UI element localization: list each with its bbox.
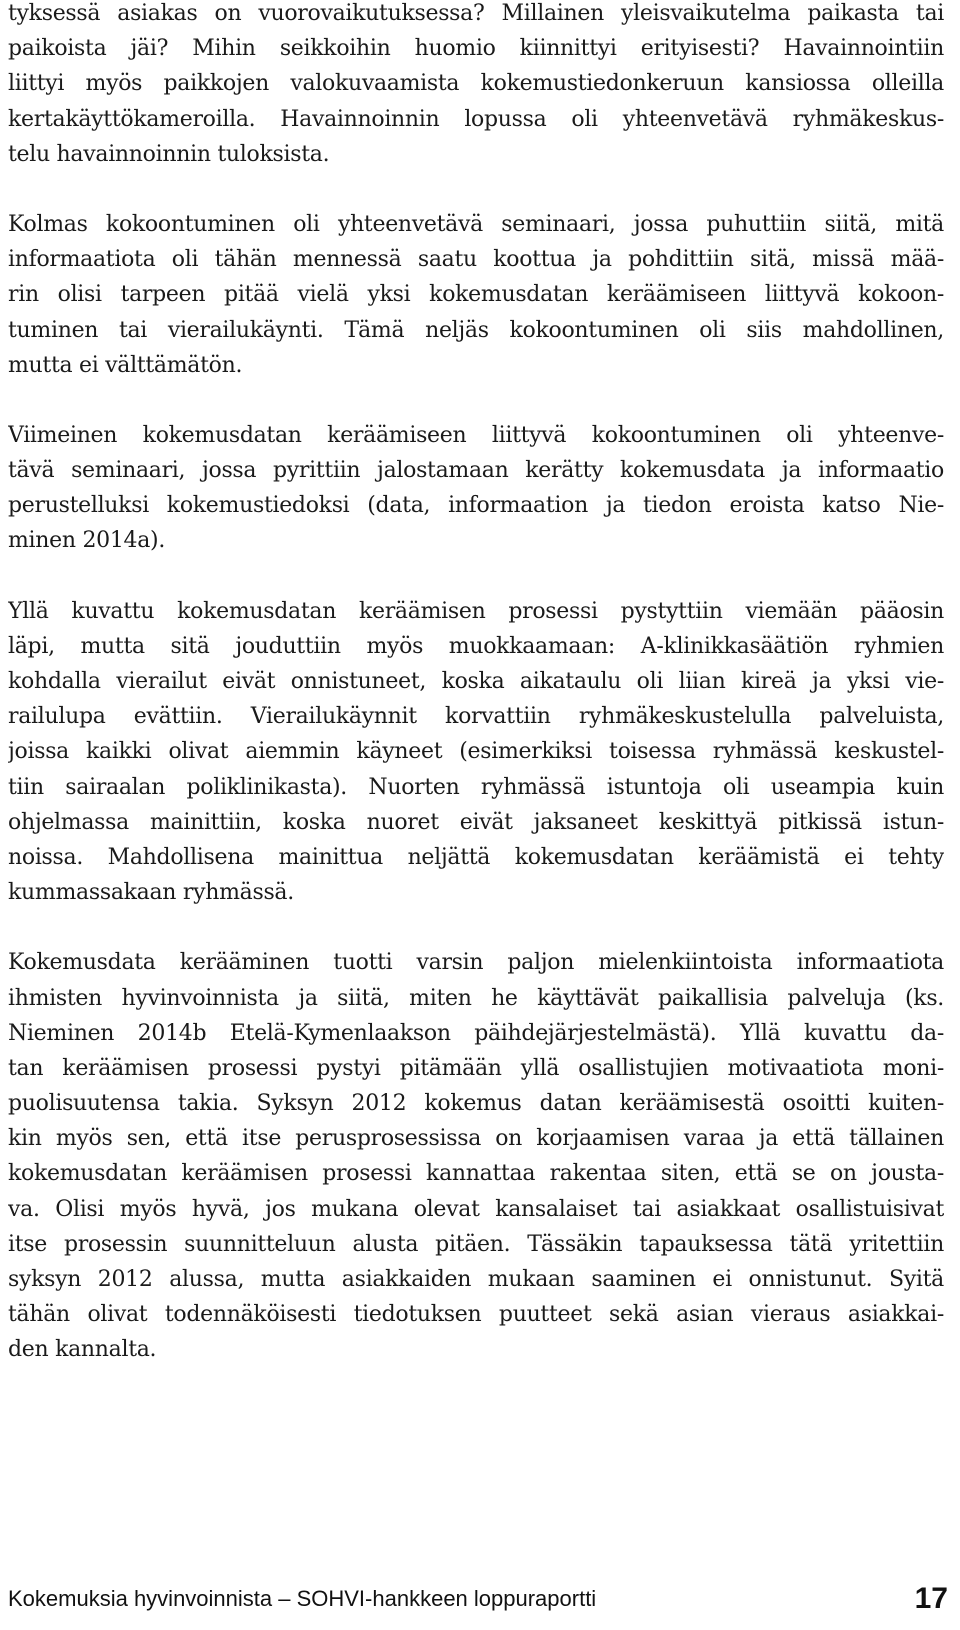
text-line: liittyi myös paikkojen valokuvaamista kokemustiedonkeruun kansiossa olleilla <box>8 71 944 97</box>
text-line: tähän olivat todennäköisesti tiedotuksen puutteet sekä asian vieraus asiakkai- <box>8 1302 944 1328</box>
text-line: mutta ei välttämätön. <box>8 352 243 378</box>
paragraph <box>8 0 944 172</box>
text-line: perustelluksi kokemustiedoksi (data, informaation ja tiedon eroista katso Nie- <box>8 493 944 519</box>
text-line: kokemusdatan keräämisen prosessi kannattaa rakentaa siten, että se on jousta- <box>8 1161 944 1187</box>
report-title: Kokemuksia hyvinvoinnista – SOHVI-hankkeen loppuraportti <box>8 1586 597 1611</box>
text-line: tyksessä asiakas on vuorovaikutuksessa? Millainen yleisvaikutelma paikasta tai <box>8 1 944 26</box>
text-line: tävä seminaari, jossa pyrittiin jalostamaan kerätty kokemusdata ja informaatio <box>8 458 944 484</box>
text-line: ohjelmassa mainittiin, koska nuoret eivät jaksaneet keskittyä pitkissä istun- <box>8 809 944 835</box>
text-line: läpi, mutta sitä jouduttiin myös muokkaamaan: A-klinikkasäätiön ryhmien <box>8 633 944 659</box>
page-footer <box>8 1582 948 1616</box>
text-line: Nieminen 2014b Etelä-Kymenlaakson päihdejärjestelmästä). Yllä kuvattu da- <box>8 1020 944 1046</box>
text-line: ihmisten hyvinvoinnista ja siitä, miten he käyttävät paikallisia palveluja (ks. <box>8 985 944 1011</box>
text-line: tan keräämisen prosessi pystyi pitämään yllä osallistujien motivaatiota moni- <box>8 1055 944 1081</box>
text-line: va. Olisi myös hyvä, jos mukana olevat kansalaiset tai asiakkaat osallistuisivat <box>8 1196 944 1222</box>
text-line: tiin sairaalan poliklinikasta). Nuorten ryhmässä istuntoja oli useampia kuin <box>8 774 944 800</box>
paragraph <box>8 594 944 911</box>
document-body <box>8 0 944 1403</box>
text-line: joissa kaikki olivat aiemmin käyneet (esimerkiksi toisessa ryhmässä keskustel- <box>8 739 944 765</box>
text-line: Kokemusdata kerääminen tuotti varsin paljon mielenkiintoista informaatiota <box>8 950 944 976</box>
text-line: minen 2014a). <box>8 528 166 554</box>
text-line: den kannalta. <box>8 1337 157 1363</box>
text-line: railulupa evättiin. Vierailukäynnit korvattiin ryhmäkeskustelulla palveluista, <box>8 704 944 730</box>
text-line: rin olisi tarpeen pitää vielä yksi kokemusdatan keräämiseen liittyvä kokoon- <box>8 282 944 308</box>
text-line: informaatiota oli tähän mennessä saatu koottua ja pohdittiin sitä, missä mää- <box>8 247 944 273</box>
text-line: puolisuutensa takia. Syksyn 2012 kokemus datan keräämisestä osoitti kuiten- <box>8 1091 944 1117</box>
text-line: syksyn 2012 alussa, mutta asiakkaiden mukaan saaminen ei onnistunut. Syitä <box>8 1267 944 1292</box>
text-line: kertakäyttökameroilla. Havainnoinnin lopussa oli yhteenvetävä ryhmäkeskus- <box>8 106 944 132</box>
paragraph <box>8 945 944 1367</box>
text-line: Viimeinen kokemusdatan keräämiseen liittyvä kokoontuminen oli yhteenve- <box>8 422 944 448</box>
text-line: telu havainnoinnin tuloksista. <box>8 141 330 167</box>
text-line: paikoista jäi? Mihin seikkoihin huomio kiinnittyi erityisesti? Havainnointiin <box>8 36 944 62</box>
text-line: tuminen tai vierailukäynti. Tämä neljäs kokoontuminen oli siis mahdollinen, <box>8 317 944 343</box>
paragraph <box>8 418 944 559</box>
page-number: 17 <box>914 1582 948 1615</box>
paragraph <box>8 207 944 383</box>
text-line: Kolmas kokoontuminen oli yhteenvetävä seminaari, jossa puhuttiin siitä, mitä <box>8 211 944 237</box>
text-line: kummassakaan ryhmässä. <box>8 880 294 906</box>
text-line: Yllä kuvattu kokemusdatan keräämisen prosessi pystyttiin viemään pääosin <box>8 598 944 624</box>
text-line: itse prosessin suunnitteluun alusta pitäen. Tässäkin tapauksessa tätä yritettiin <box>8 1231 944 1257</box>
text-line: kin myös sen, että itse perusprosessissa on korjaamisen varaa ja että tällainen <box>8 1126 944 1152</box>
text-line: kohdalla vierailut eivät onnistuneet, koska aikataulu oli liian kireä ja yksi vie- <box>8 669 944 694</box>
text-line: noissa. Mahdollisena mainittua neljättä kokemusdatan keräämistä ei tehty <box>8 844 944 870</box>
